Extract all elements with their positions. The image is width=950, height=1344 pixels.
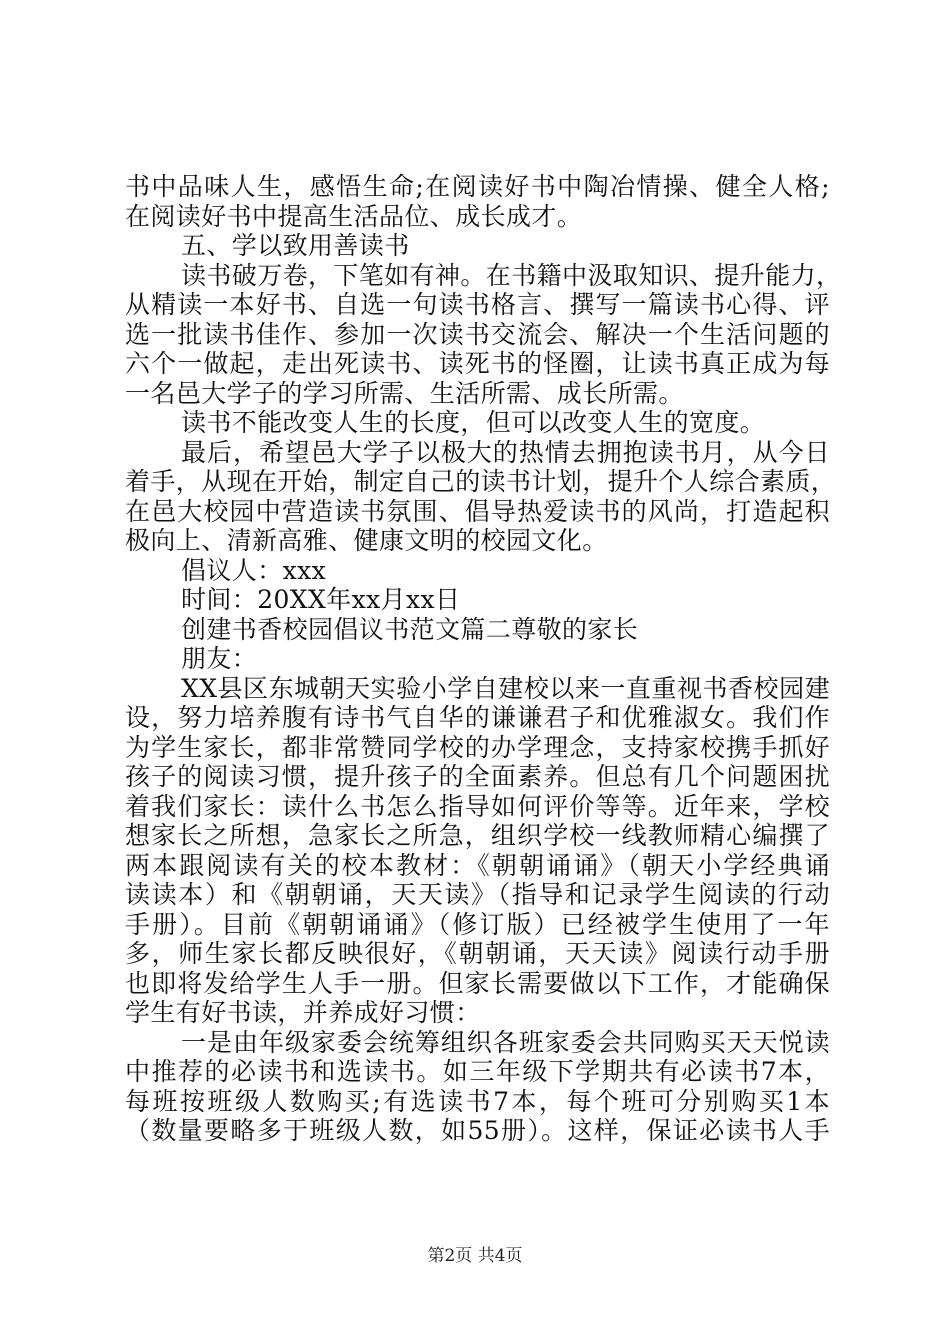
text-line: 创建书香校园倡议书范文篇二尊敬的家长 — [181, 614, 639, 644]
text-line: XX县区东城朝天实验小学自建校以来一直重视书香校园建 — [181, 673, 830, 703]
text-line: 两本跟阅读有关的校本教材：《朝朝诵诵》（朝天小学经典诵 — [125, 850, 830, 880]
text-line: 在阅读好书中提高生活品位、成长成才。 — [125, 201, 583, 231]
text-line: 书中品味人生，感悟生命;在阅读好书中陶冶情操、健全人格; — [125, 172, 830, 201]
text-line: 着我们家长：读什么书怎么指导如何评价等等。近年来，学校 — [125, 791, 830, 821]
text-line: 为学生家长，都非常赞同学校的办学理念，支持家校携手抓好 — [125, 732, 830, 762]
text-line: 朋友： — [181, 644, 258, 673]
text-line: 在邑大校园中营造读书氛围、倡导热爱读书的风尚，打造起积 — [125, 496, 830, 526]
text-line: 从精读一本好书、自选一句读书格言、撰写一篇读书心得、评 — [125, 290, 830, 319]
text-line: （数量要略多于班级人数，如55册）。这样，保证必读书人手 — [125, 1116, 830, 1145]
text-line: 设，努力培养腹有诗书气自华的谦谦君子和优雅淑女。我们作 — [125, 703, 830, 732]
text-line: 每班按班级人数购买;有选读书7本，每个班可分别购买1本 — [125, 1086, 830, 1116]
text-line: 想家长之所想，急家长之所急，组织学校一线教师精心编撰了 — [125, 821, 830, 850]
text-line: 中推荐的必读书和选读书。如三年级下学期共有必读书7本， — [125, 1057, 830, 1086]
text-line: 孩子的阅读习惯，提升孩子的全面素养。但总有几个问题困扰 — [125, 762, 830, 791]
text-line: 读读本）和《朝朝诵，天天读》（指导和记录学生阅读的行动 — [125, 880, 830, 909]
text-line: 学生有好书读，并养成好习惯： — [125, 998, 481, 1027]
text-line: 手册）。目前《朝朝诵诵》（修订版）已经被学生使用了一年 — [125, 909, 830, 939]
text-line: 极向上、清新高雅、健康文明的校园文化。 — [125, 526, 608, 555]
text-line: 六个一做起，走出死读书、读死书的怪圈，让读书真正成为每 — [125, 349, 830, 378]
text-line: 选一批读书佳作、参加一次读书交流会、解决一个生活问题的 — [125, 319, 830, 349]
text-line: 着手，从现在开始，制定自己的读书计划，提升个人综合素质， — [125, 467, 837, 496]
document-body — [125, 172, 842, 1146]
text-line: 五、学以致用善读书 — [181, 231, 410, 260]
text-line: 多，师生家长都反映很好，《朝朝诵，天天读》阅读行动手册 — [125, 939, 830, 968]
text-line: 也即将发给学生人手一册。但家长需要做以下工作，才能确保 — [125, 968, 830, 998]
text-line: 倡议人：xxx — [181, 555, 327, 585]
text-line: 最后，希望邑大学子以极大的热情去拥抱读书月，从今日 — [181, 437, 830, 467]
text-line: 读书破万卷，下笔如有神。在书籍中汲取知识、提升能力， — [181, 260, 842, 290]
text-line: 一名邑大学子的学习所需、生活所需、成长所需。 — [125, 378, 684, 408]
text-line: 时间：20XX年xx月xx日 — [181, 585, 461, 614]
text-line: 一是由年级家委会统筹组织各班家委会共同购买天天悦读 — [181, 1027, 830, 1057]
page-footer: 第2页 共4页 — [427, 1246, 523, 1266]
text-line: 读书不能改变人生的长度，但可以改变人生的宽度。 — [181, 408, 766, 437]
